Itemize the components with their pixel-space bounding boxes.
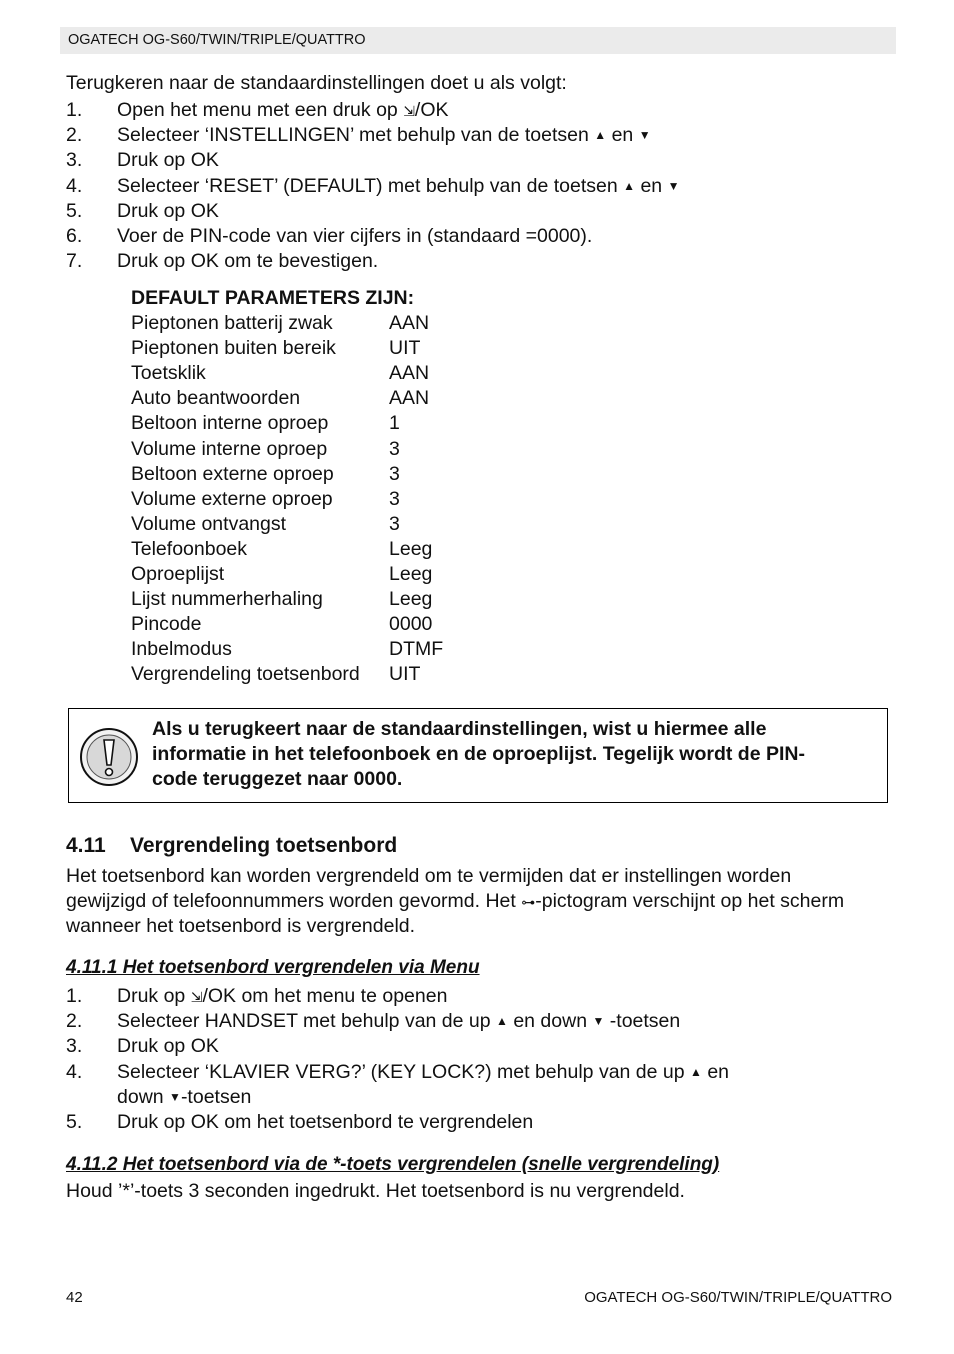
list-item xyxy=(66,1060,729,1085)
parameter-value: AAN xyxy=(389,312,430,334)
list-text: Selecteer HANDSET met behulp van de up xyxy=(117,1010,497,1033)
list-text: -toetsen xyxy=(604,1010,681,1033)
parameter-row xyxy=(131,437,400,462)
list-number: 4. xyxy=(66,174,83,197)
body-text: wanneer het toetsenbord is vergrendeld. xyxy=(66,915,416,937)
parameter-row xyxy=(131,587,432,612)
parameter-name: Volume interne oproep xyxy=(131,437,328,460)
body-line xyxy=(66,864,791,889)
list-item xyxy=(66,199,219,224)
page-number: 42 xyxy=(66,1289,83,1306)
warning-line: code teruggezet naar 0000. xyxy=(152,768,403,790)
parameter-row xyxy=(131,411,400,436)
parameter-value: 3 xyxy=(389,437,400,460)
defaults-title: DEFAULT PARAMETERS ZIJN: xyxy=(131,287,415,309)
parameter-name: Telefoonboek xyxy=(131,537,248,560)
up-arrow-icon: ▲ xyxy=(623,178,636,193)
list-item xyxy=(66,1034,219,1059)
warning-line: Als u terugkeert naar de standaardinstellingen, wist u hiermee alle xyxy=(152,718,767,740)
body-line xyxy=(66,914,415,939)
parameter-row xyxy=(131,311,429,336)
parameter-value: 0000 xyxy=(389,613,433,636)
parameter-value: AAN xyxy=(389,362,430,385)
section-title: Vergrendeling toetsenbord xyxy=(130,834,398,857)
section-number: 4.11 xyxy=(66,834,106,857)
list-text: Druk op OK xyxy=(117,1035,219,1058)
parameter-value: 3 xyxy=(389,512,400,535)
down-arrow-icon: ▼ xyxy=(592,1014,605,1029)
parameter-value: Leeg xyxy=(389,563,433,585)
body-text: gewijzigd of telefoonnummers worden gevormd. Het xyxy=(66,890,522,912)
parameter-row xyxy=(131,562,432,587)
parameter-row xyxy=(131,512,400,537)
list-text: Voer de PIN-code van vier cijfers in (standaard =0000). xyxy=(117,225,593,247)
parameter-name: Oproeplijst xyxy=(131,563,225,585)
running-footer: OGATECH OG-S60/TWIN/TRIPLE/QUATTRO xyxy=(584,1289,892,1306)
list-item xyxy=(66,1110,533,1135)
body-line xyxy=(66,889,844,915)
parameter-name: Beltoon externe oproep xyxy=(131,462,334,485)
intro-text: Terugkeren naar de standaardinstellingen doet u als volgt: xyxy=(66,72,567,94)
list-text: en xyxy=(635,174,668,197)
parameter-name: Auto beantwoorden xyxy=(131,387,301,410)
list-number: 1. xyxy=(66,985,83,1007)
up-arrow-icon: ▲ xyxy=(496,1014,508,1029)
warning-box xyxy=(68,708,888,803)
parameter-name: Pieptonen buiten bereik xyxy=(131,337,336,360)
parameter-name: Toetsklik xyxy=(131,362,206,385)
list-number: 1. xyxy=(66,99,83,121)
down-arrow-icon: ▼ xyxy=(638,128,651,143)
up-arrow-icon: ▲ xyxy=(690,1064,702,1079)
list-number: 6. xyxy=(66,225,83,247)
parameter-value: Leeg xyxy=(389,588,433,611)
menu-key-icon: ⇲ xyxy=(190,989,203,1005)
down-arrow-icon: ▼ xyxy=(169,1089,181,1104)
parameter-row xyxy=(131,662,420,687)
parameter-value: 1 xyxy=(389,412,400,435)
warning-line: informatie in het telefoonboek en de oproeplijst. Tegelijk wordt de PIN- xyxy=(152,743,805,765)
list-text: en xyxy=(606,124,639,147)
list-item xyxy=(66,123,651,148)
list-text: down xyxy=(117,1085,170,1108)
key-lock-icon: ⊶ xyxy=(521,894,536,910)
parameter-row xyxy=(131,462,400,487)
parameter-row xyxy=(131,487,400,512)
list-number: 7. xyxy=(66,250,83,273)
section-heading xyxy=(66,832,397,860)
list-text: Druk op OK xyxy=(117,149,219,172)
list-text: Druk op OK om te bevestigen. xyxy=(117,250,379,273)
body-text: -pictogram verschijnt op het scherm xyxy=(535,890,845,912)
parameter-row xyxy=(131,336,420,361)
warning-icon xyxy=(79,727,139,787)
parameter-row xyxy=(131,361,429,386)
parameter-name: Inbelmodus xyxy=(131,638,232,661)
list-text: Selecteer ‘INSTELLINGEN’ met behulp van de toetsen xyxy=(117,124,595,147)
parameter-value: UIT xyxy=(389,337,421,360)
parameter-value: 3 xyxy=(389,487,400,510)
subsection-2-text: Houd ’*’-toets 3 seconden ingedrukt. Het toetsenbord is nu vergrendeld. xyxy=(66,1180,685,1202)
parameter-name: Pincode xyxy=(131,613,202,636)
parameter-value: Leeg xyxy=(389,537,433,560)
list-item xyxy=(66,148,219,173)
menu-key-icon: ⇲ xyxy=(403,103,415,119)
parameter-name: Volume ontvangst xyxy=(131,512,287,535)
list-text: Druk op OK xyxy=(117,199,219,222)
parameter-value: 3 xyxy=(389,462,400,485)
list-number: 3. xyxy=(66,149,83,172)
parameter-row xyxy=(131,386,429,411)
parameter-row xyxy=(131,537,432,562)
list-text: Open het menu met een druk op xyxy=(117,99,404,121)
list-item xyxy=(66,98,449,124)
list-number: 2. xyxy=(66,124,83,147)
list-text: /OK om het menu te openen xyxy=(202,985,448,1007)
up-arrow-icon: ▲ xyxy=(594,128,607,143)
list-item xyxy=(66,249,378,274)
list-text: Druk op OK om het toetsenbord te vergrendelen xyxy=(117,1111,534,1133)
list-item xyxy=(66,984,447,1010)
list-number: 2. xyxy=(66,1010,83,1033)
list-number: 5. xyxy=(66,199,83,222)
subsection-2-heading: 4.11.2 Het toetsenbord via de *-toets vergrendelen (snelle vergrendeling) xyxy=(66,1154,720,1175)
parameter-name: Lijst nummerherhaling xyxy=(131,588,323,611)
down-arrow-icon: ▼ xyxy=(667,178,680,193)
list-text: -toetsen xyxy=(180,1085,252,1108)
parameter-value: UIT xyxy=(389,663,421,686)
parameter-row xyxy=(131,612,432,637)
running-header: OGATECH OG-S60/TWIN/TRIPLE/QUATTRO xyxy=(60,27,896,54)
list-number: 5. xyxy=(66,1111,83,1133)
subsection-1-heading: 4.11.1 Het toetsenbord vergrendelen via Menu xyxy=(66,957,480,978)
list-text: Selecteer ‘KLAVIER VERG?’ (KEY LOCK?) met behulp van de up xyxy=(117,1060,691,1083)
parameter-name: Volume externe oproep xyxy=(131,487,333,510)
list-text: Druk op xyxy=(117,985,191,1007)
warning-text xyxy=(152,717,872,792)
parameter-row xyxy=(131,637,443,662)
list-item xyxy=(66,224,592,249)
parameter-value: AAN xyxy=(389,387,430,410)
body-text: Het toetsenbord kan worden vergrendeld om te vermijden dat er instellingen worden xyxy=(66,865,792,887)
list-text: Selecteer ‘RESET’ (DEFAULT) met behulp van de toetsen xyxy=(117,174,624,197)
list-text: en xyxy=(701,1060,730,1083)
parameter-name: Pieptonen batterij zwak xyxy=(131,312,333,334)
list-number: 3. xyxy=(66,1035,83,1058)
parameter-name: Beltoon interne oproep xyxy=(131,412,329,435)
parameter-name: Vergrendeling toetsenbord xyxy=(131,663,360,686)
list-text: /OK xyxy=(414,99,449,121)
list-number: 4. xyxy=(66,1060,83,1083)
list-item xyxy=(66,1085,251,1110)
parameter-value: DTMF xyxy=(389,638,444,661)
list-item xyxy=(66,1009,680,1034)
list-text: en down xyxy=(507,1010,593,1033)
list-item xyxy=(66,174,679,199)
